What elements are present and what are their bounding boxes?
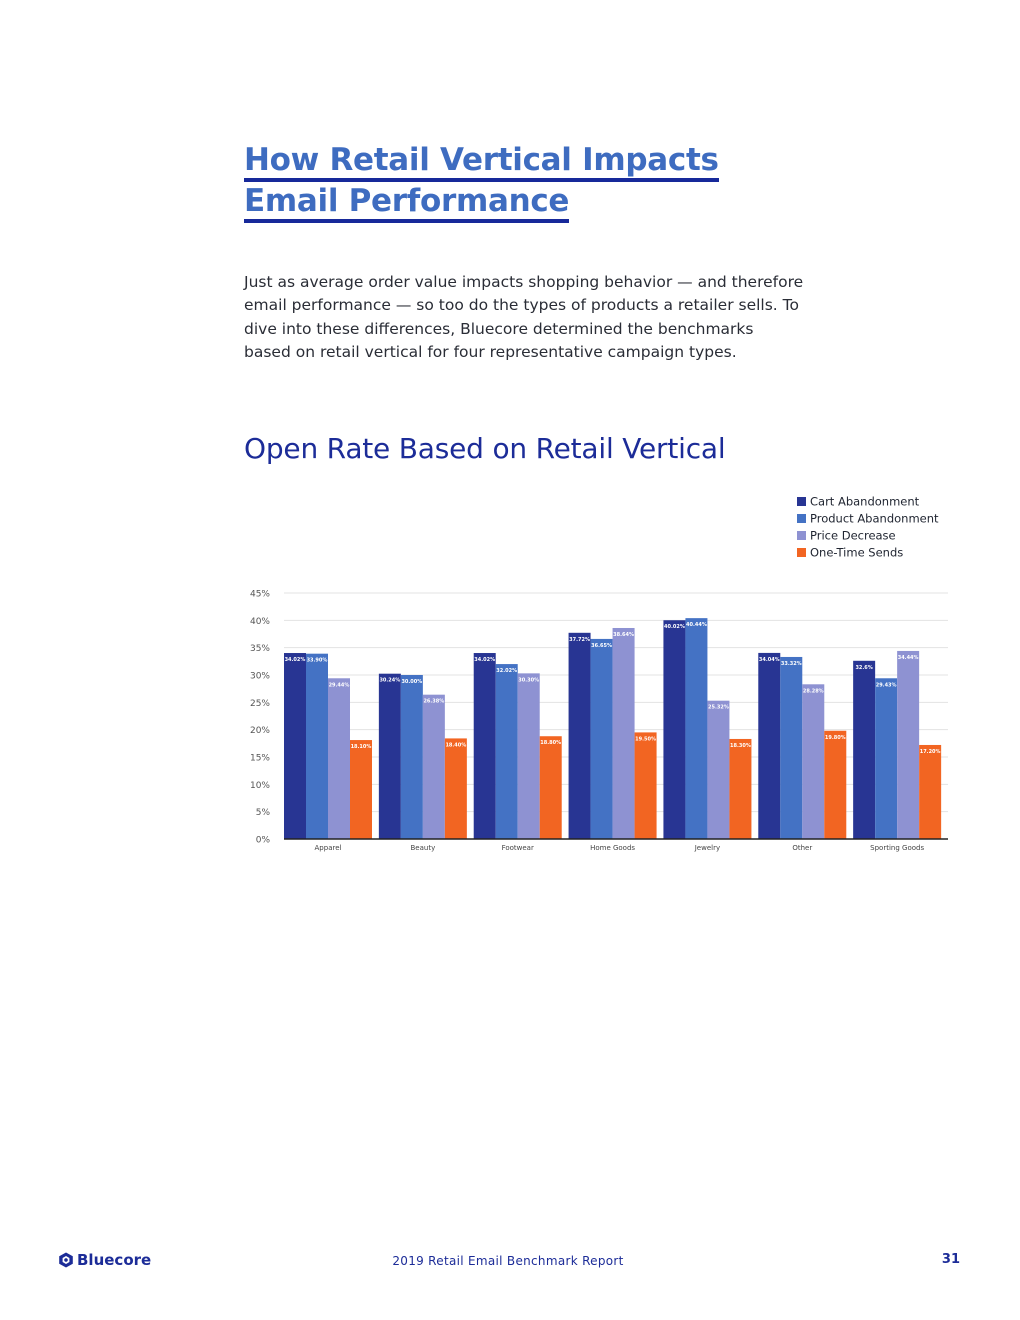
chart-title: Open Rate Based on Retail Vertical	[244, 432, 726, 465]
y-tick-label: 40%	[249, 616, 270, 627]
y-tick-label: 10%	[249, 780, 270, 791]
bar	[401, 675, 423, 839]
bar-value-label: 18.10%	[350, 744, 372, 751]
bar-value-label: 18.40%	[445, 742, 467, 749]
y-tick-label: 30%	[249, 671, 270, 682]
bar-value-label: 40.44%	[686, 622, 707, 629]
bar	[707, 701, 729, 839]
bar	[540, 736, 562, 839]
logo-text: Bluecore	[77, 1251, 152, 1269]
bar	[496, 664, 518, 839]
bar	[328, 678, 350, 839]
bar	[685, 618, 707, 839]
y-tick-label: 35%	[249, 644, 270, 655]
bar-value-label: 28.28%	[802, 688, 824, 695]
bar-value-label: 34.44%	[897, 654, 919, 661]
bar	[613, 628, 635, 839]
bar-value-label: 30.24%	[379, 677, 401, 684]
bar	[350, 740, 372, 839]
legend-swatch	[797, 514, 806, 523]
legend-swatch	[797, 531, 806, 540]
y-tick-label: 20%	[249, 726, 270, 737]
bar	[518, 673, 540, 839]
page-heading-line1: How Retail Vertical Impacts	[244, 142, 719, 182]
bar-value-label: 30.00%	[401, 679, 423, 685]
intro-paragraph: Just as average order value impacts shopping behavior — and therefore email performance — so too do the types of products a retailer sells. To dive into these differences, Bluecore determined the benchmarks based on retail vertical for four representative campaign types.	[244, 273, 804, 362]
bar	[635, 732, 657, 839]
page-number: 31	[941, 1252, 960, 1267]
bar-value-label: 36.65%	[591, 642, 612, 649]
bar-value-label: 18.30%	[730, 742, 751, 749]
x-category-label: Footwear	[501, 844, 534, 852]
bar-value-label: 34.02%	[474, 657, 496, 664]
bar-value-label: 40.02%	[664, 624, 685, 631]
bar-value-label: 19.50%	[635, 736, 656, 743]
y-tick-label: 45%	[249, 589, 270, 600]
bar-value-label: 25.32%	[708, 704, 729, 711]
bar-value-label: 29.44%	[328, 682, 350, 689]
bar-value-label: 19.80%	[824, 734, 846, 741]
legend-label: Cart Abandonment	[810, 494, 920, 509]
bar-value-label: 33.90%	[306, 657, 328, 664]
bar-value-label: 30.30%	[518, 677, 540, 684]
bar	[306, 654, 328, 839]
x-category-label: Jewelry	[694, 844, 721, 852]
y-tick-label: 5%	[255, 808, 270, 819]
bar	[897, 651, 919, 839]
x-category-label: Home Goods	[590, 844, 636, 852]
x-category-label: Sporting Goods	[870, 844, 925, 852]
bar	[802, 684, 824, 839]
bar	[474, 653, 496, 839]
bar	[379, 674, 401, 839]
bar-value-label: 38.64%	[613, 631, 634, 638]
bar	[875, 678, 897, 839]
bar-value-label: 32.02%	[496, 668, 518, 675]
bar-value-label: 18.80%	[540, 740, 562, 747]
bar-value-label: 32.6%	[855, 664, 873, 671]
bar	[591, 639, 613, 839]
y-tick-label: 15%	[249, 753, 270, 764]
bar-value-label: 26.38%	[423, 698, 445, 705]
x-category-label: Apparel	[314, 844, 342, 852]
bar	[284, 653, 306, 839]
bar	[780, 657, 802, 839]
bar	[663, 620, 685, 839]
bar	[853, 661, 875, 839]
bar-value-label: 34.04%	[758, 656, 780, 663]
bar	[729, 739, 751, 839]
bar	[445, 738, 467, 839]
bar	[824, 731, 846, 839]
y-tick-label: 0%	[255, 835, 270, 846]
legend-label: Product Abandonment	[810, 511, 939, 526]
legend-swatch	[797, 548, 806, 557]
page-heading-line2: Email Performance	[244, 183, 569, 223]
bar	[919, 745, 941, 839]
bar-value-label: 33.32%	[780, 660, 802, 667]
bar	[569, 633, 591, 839]
legend-label: Price Decrease	[810, 528, 896, 543]
bar	[758, 653, 780, 839]
y-tick-label: 25%	[249, 698, 270, 709]
bar-value-label: 37.72%	[569, 636, 590, 643]
x-category-label: Other	[792, 844, 813, 852]
legend-label: One-Time Sends	[810, 545, 904, 560]
bar-value-label: 17.20%	[919, 748, 941, 755]
x-category-label: Beauty	[410, 844, 436, 852]
bar-value-label: 29.43%	[875, 682, 897, 689]
bar-value-label: 34.02%	[284, 657, 306, 664]
legend-swatch	[797, 497, 806, 506]
bar	[423, 695, 445, 839]
footer-report-title: 2019 Retail Email Benchmark Report	[392, 1254, 624, 1268]
